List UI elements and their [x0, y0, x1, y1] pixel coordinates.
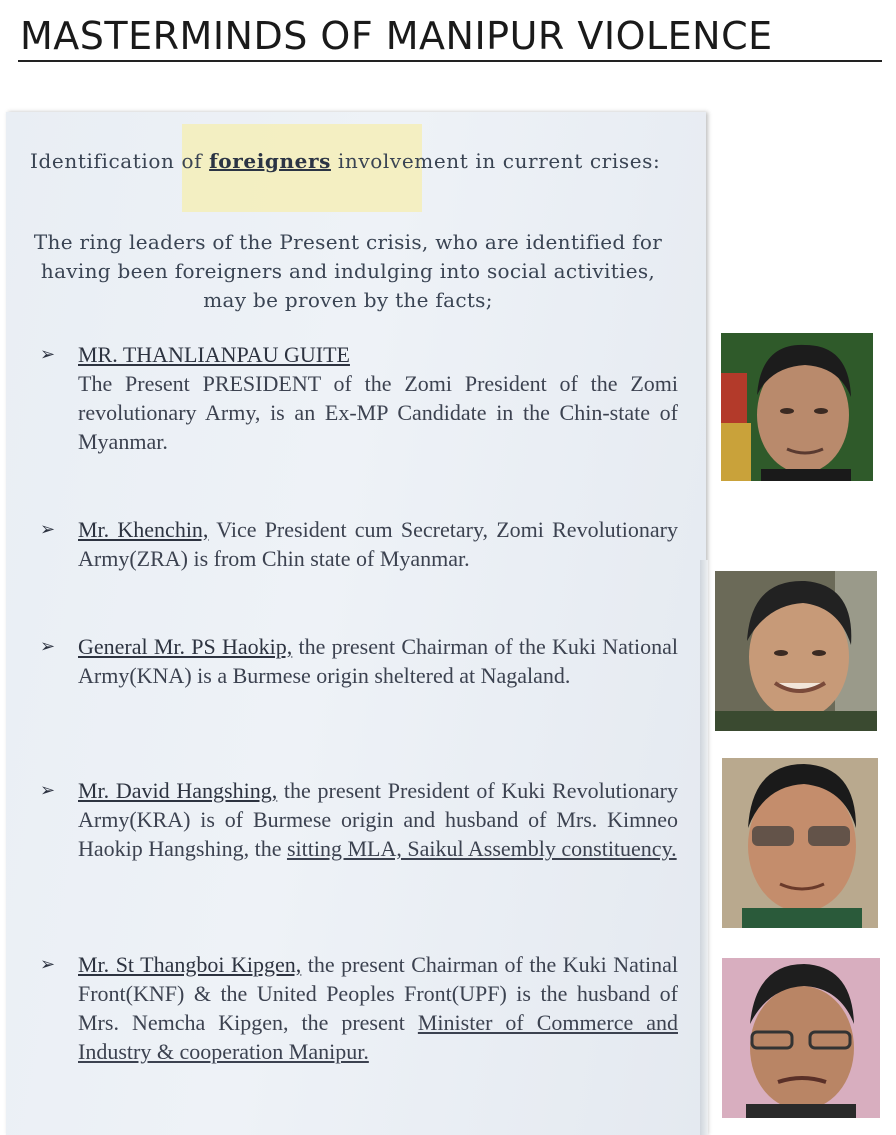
page-title: MASTERMINDS OF MANIPUR VIOLENCE — [20, 14, 773, 58]
person-description-underlined: Minister of Commerce and Industry & cooperation Manipur. — [78, 1010, 678, 1064]
list-item-text — [78, 632, 678, 690]
list-item-text — [78, 776, 678, 863]
person-description: the present President of Kuki Revolutionary Army(KRA) is of Burmese origin and husband of Mrs. Kimneo Haokip Hangshing, the — [78, 778, 678, 861]
list-item — [40, 340, 680, 460]
person-name: MR. THANLIANPAU GUITE — [78, 342, 350, 367]
bullet-arrow-icon: ➢ — [40, 344, 56, 365]
bullet-arrow-icon: ➢ — [40, 780, 56, 801]
person-description: the present Chairman of the Kuki Natinal Front(KNF) & the United Peoples Front(UPF) is the husband of Mrs. Nemcha Kipgen, the present — [78, 952, 678, 1035]
person-description: The Present PRESIDENT of the Zomi President of the Zomi revolutionary Army, is an Ex-MP Candidate in the Chin-state of Myanmar. — [78, 371, 678, 454]
document-intro: The ring leaders of the Present crisis, who are identified for having been foreigners and indulging into social activities, may be proven by the facts; — [33, 230, 663, 312]
person-name: General Mr. PS Haokip, — [78, 634, 293, 659]
page-banner — [0, 0, 896, 72]
person-name: Mr. Khenchin, — [78, 517, 209, 542]
title-underline — [18, 60, 882, 62]
document-heading — [30, 146, 670, 176]
bullet-arrow-icon: ➢ — [40, 519, 56, 540]
portrait-photo-2 — [715, 571, 877, 731]
person-description: Vice President cum Secretary, Zomi Revolutionary Army(ZRA) is from Chin state of Myanmar. — [78, 517, 679, 571]
heading-emphasis: foreigners — [209, 149, 331, 173]
heading-text-end: involvement in current crises: — [330, 149, 661, 173]
portrait-photo-4 — [722, 958, 880, 1118]
person-description-underlined: sitting MLA, Saikul Assembly constituency. — [286, 836, 677, 861]
list-item-text — [78, 950, 678, 1066]
person-description: the present Chairman of the Kuki National Army(KNA) is a Burmese origin sheltered at Nagaland. — [78, 634, 678, 688]
list-item — [40, 950, 680, 1070]
portrait-photo-3 — [722, 758, 878, 928]
bullet-arrow-icon: ➢ — [40, 636, 56, 657]
list-item — [40, 632, 680, 722]
person-name: Mr. David Hangshing, — [78, 778, 278, 803]
list-item-text — [78, 515, 678, 573]
heading-text-start: Identification of — [30, 149, 210, 173]
list-item-text — [78, 340, 678, 456]
list-item — [40, 776, 680, 896]
bullet-arrow-icon: ➢ — [40, 954, 56, 975]
list-item — [40, 515, 680, 575]
portrait-photo-1 — [721, 333, 873, 481]
document-page-edge — [700, 560, 708, 1135]
person-name: Mr. St Thangboi Kipgen, — [78, 952, 302, 977]
